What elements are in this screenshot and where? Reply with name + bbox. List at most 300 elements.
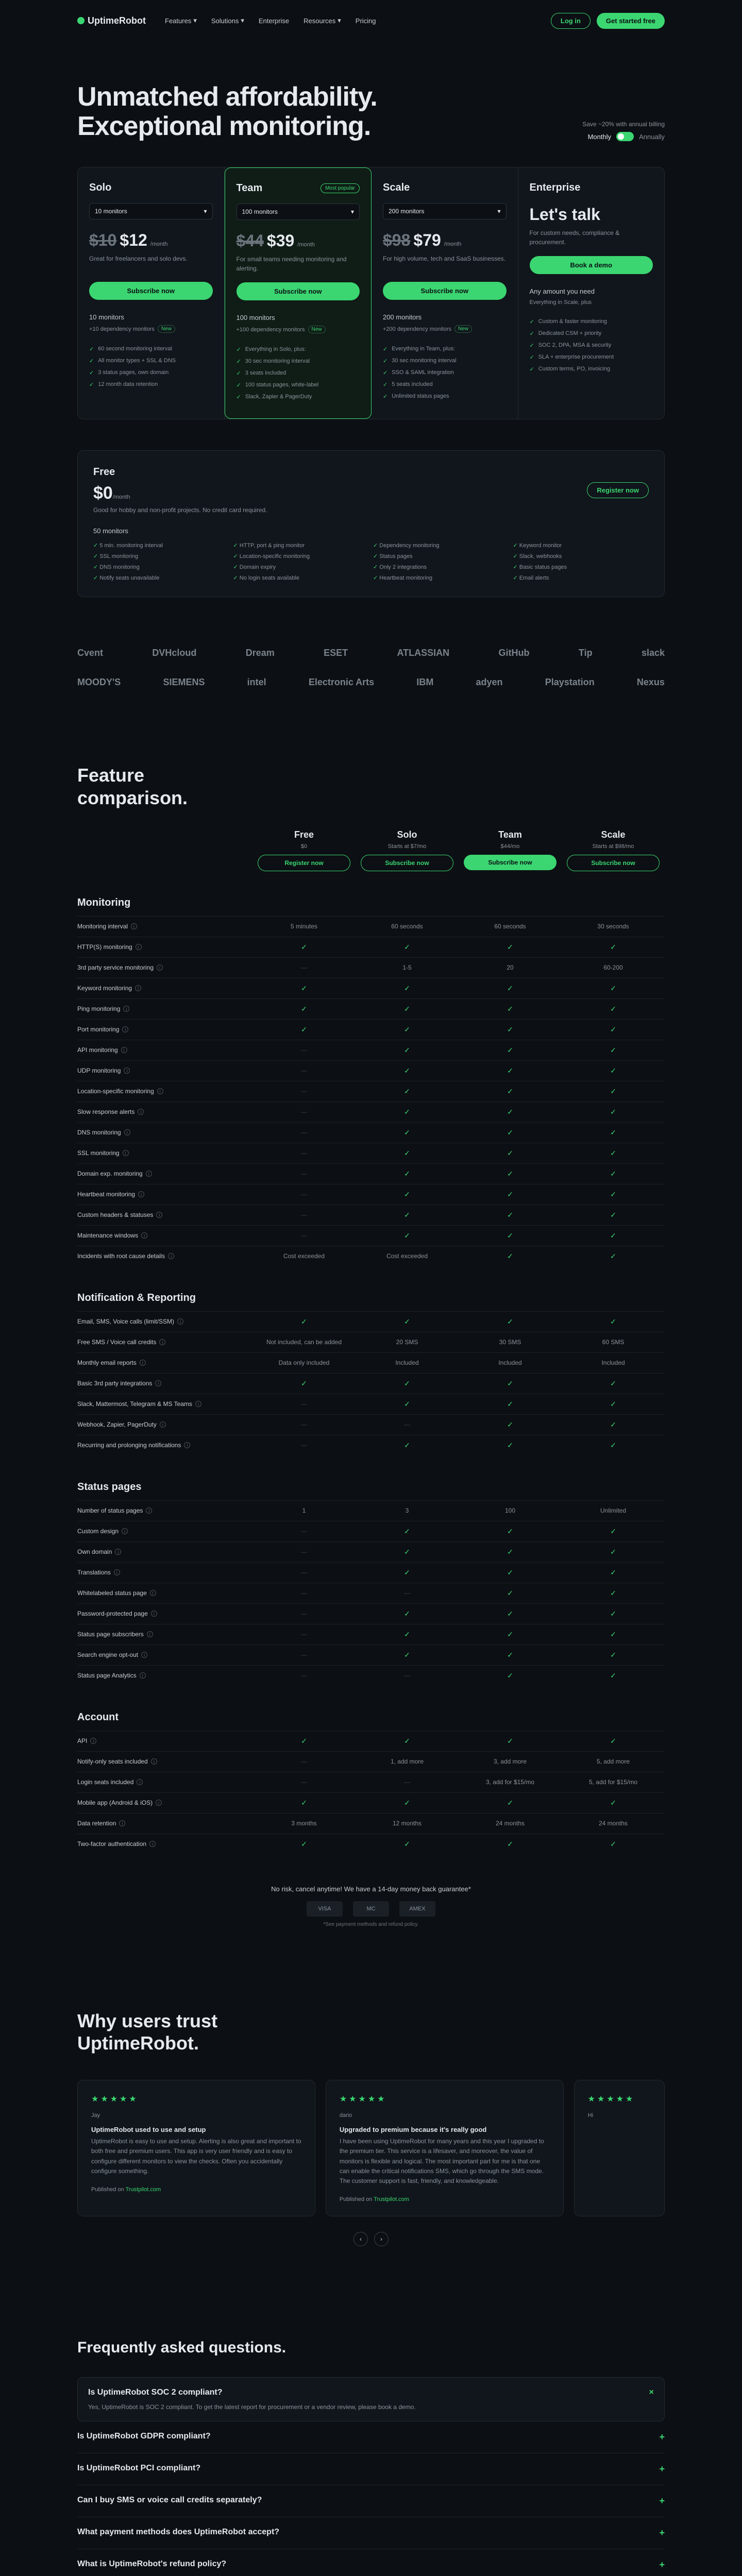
subscribe-button[interactable]: Subscribe now xyxy=(89,282,213,300)
subscribe-button[interactable]: Subscribe now xyxy=(464,855,556,870)
check-icon: ✓ xyxy=(507,1148,513,1157)
comparison-cell: 30 SMS xyxy=(499,1338,521,1346)
star-rating: ★★★★★ xyxy=(91,2095,139,2104)
old-price: $10 xyxy=(89,231,117,250)
comparison-section-title: Monitoring xyxy=(77,896,131,908)
comparison-cell: — xyxy=(301,1548,307,1556)
comparison-cell: Cost exceeded xyxy=(283,1252,325,1260)
check-icon: ✓ xyxy=(301,1025,307,1033)
feature-label: API monitoring i xyxy=(77,1046,252,1054)
chevron-down-icon: ▾ xyxy=(204,208,207,215)
check-icon: ✓ xyxy=(507,1087,513,1095)
comparison-row xyxy=(77,1394,665,1414)
payment-methods xyxy=(77,1901,665,1917)
comparison-row xyxy=(77,1645,665,1665)
info-icon[interactable]: i xyxy=(184,1442,190,1448)
comparison-cell: 5, add for $15/mo xyxy=(588,1778,638,1786)
comparison-cell: 60 SMS xyxy=(602,1338,625,1346)
nav-link-features[interactable]: Features ▾ xyxy=(165,16,197,25)
feature-label: Number of status pages i xyxy=(77,1507,252,1514)
feature-label: Webhook, Zapier, PagerDuty i xyxy=(77,1421,252,1428)
comparison-row xyxy=(77,1101,665,1122)
plan-name: Free xyxy=(93,466,115,478)
check-icon: ✓ xyxy=(507,1736,513,1745)
info-icon[interactable]: i xyxy=(141,1652,147,1658)
old-price: $44 xyxy=(236,231,264,250)
mastercard-icon: MC xyxy=(353,1901,389,1917)
info-icon[interactable]: i xyxy=(115,1549,121,1555)
comparison-cell: — xyxy=(301,1610,307,1618)
payment-note[interactable]: *See payment methods and refund policy. xyxy=(323,1921,419,1927)
check-icon: ✓ xyxy=(610,1440,616,1449)
comparison-row xyxy=(77,1373,665,1394)
comparison-cell: 5, add more xyxy=(596,1758,630,1766)
info-icon[interactable]: i xyxy=(157,964,163,971)
customer-logo: adyen xyxy=(476,677,503,688)
faq-item-open[interactable] xyxy=(77,2377,665,2421)
comparison-cell: Data only included xyxy=(278,1359,330,1367)
plan-card-enterprise xyxy=(518,167,665,419)
comparison-cell: — xyxy=(301,1211,307,1219)
info-icon[interactable]: i xyxy=(121,1047,127,1053)
feature-label: Port monitoring i xyxy=(77,1026,252,1033)
faq-item[interactable]: What is UptimeRobot's refund policy? + xyxy=(77,2549,665,2576)
comparison-row xyxy=(77,1414,665,1435)
plan-card-scale xyxy=(372,167,518,419)
plan-card-team xyxy=(225,167,372,419)
comparison-row xyxy=(77,1813,665,1834)
comparison-header xyxy=(77,829,665,871)
comparison-row xyxy=(77,1332,665,1352)
info-icon[interactable]: i xyxy=(122,1026,128,1032)
check-icon: ✓ xyxy=(610,1671,616,1680)
comparison-cell: — xyxy=(301,1442,307,1449)
new-badge: New xyxy=(454,325,472,333)
comparison-cell: 3, add for $15/mo xyxy=(485,1778,535,1786)
plan-monitors: 10 monitors xyxy=(89,313,124,321)
check-icon: ✓ xyxy=(404,1650,410,1659)
customer-logo: ATLASSIAN xyxy=(397,648,450,658)
check-icon: ✓ xyxy=(610,1568,616,1577)
chevron-down-icon: ▾ xyxy=(193,16,197,24)
check-icon: ✓ xyxy=(507,1839,513,1848)
free-plan-card xyxy=(77,450,665,597)
check-icon: ✓ xyxy=(404,1736,410,1745)
check-icon: ✓ xyxy=(404,984,410,992)
comparison-cell: Unlimited xyxy=(600,1507,626,1515)
comparison-cell: 100 xyxy=(504,1507,516,1515)
free-price: $0 xyxy=(93,483,113,503)
chevron-down-icon: ▾ xyxy=(241,16,244,24)
info-icon[interactable]: i xyxy=(119,1820,125,1826)
check-icon: ✓ xyxy=(404,1317,410,1326)
feature-label: Login seats included i xyxy=(77,1778,252,1786)
compare-col-team: Team $44/mo Subscribe now xyxy=(459,829,562,871)
comparison-cell: — xyxy=(301,1528,307,1535)
nav-link-resources[interactable]: Resources ▾ xyxy=(303,16,341,25)
comparison-cell: Included xyxy=(395,1359,419,1367)
comparison-cell: — xyxy=(301,1129,307,1137)
comparison-row xyxy=(77,1583,665,1603)
info-icon[interactable]: i xyxy=(123,1006,129,1012)
price-period: /month xyxy=(150,241,168,248)
comparison-cell: 5 minutes xyxy=(290,923,318,930)
customer-logo: intel xyxy=(247,677,266,688)
comparison-row xyxy=(77,957,665,978)
check-icon: ✓ xyxy=(507,1588,513,1597)
price-period: /month xyxy=(112,494,130,501)
new-price: $12 xyxy=(120,231,147,250)
feature-label: Status page subscribers i xyxy=(77,1631,252,1638)
nav-link-solutions[interactable]: Solutions ▾ xyxy=(211,16,244,25)
info-icon[interactable]: i xyxy=(195,1401,201,1407)
comparison-row xyxy=(77,1060,665,1081)
info-icon[interactable]: i xyxy=(159,1339,165,1345)
feature-label: Basic 3rd party integrations i xyxy=(77,1380,252,1387)
check-icon: ✓ xyxy=(404,1527,410,1535)
comparison-cell: — xyxy=(301,1569,307,1577)
check-icon: ✓ xyxy=(404,1379,410,1387)
feature-label: Custom headers & statuses i xyxy=(77,1211,252,1218)
check-icon: ✓ xyxy=(610,1148,616,1157)
comparison-cell: Cost exceeded xyxy=(386,1252,428,1260)
customer-logo: slack xyxy=(641,648,665,658)
book-demo-button[interactable]: Book a demo xyxy=(530,256,653,274)
plus-icon: + xyxy=(659,2560,665,2570)
comparison-cell: 3, add more xyxy=(493,1758,527,1766)
review-title: Upgraded to premium because it's really good xyxy=(339,2126,487,2134)
comparison-cell: 60 seconds xyxy=(494,923,526,930)
check-icon: ✓ xyxy=(507,1440,513,1449)
check-icon: ✓ xyxy=(610,1251,616,1260)
subscribe-button[interactable]: Subscribe now xyxy=(361,855,453,871)
info-icon[interactable]: i xyxy=(149,1841,156,1847)
info-icon[interactable]: i xyxy=(123,1150,129,1156)
check-icon: ✓ xyxy=(610,1231,616,1240)
chevron-down-icon: ▾ xyxy=(497,208,501,215)
dependency-monitors: +100 dependency monitors xyxy=(236,326,305,333)
feature-label: Keyword monitoring i xyxy=(77,985,252,992)
monthly-label[interactable]: Monthly xyxy=(587,132,612,141)
plan-description: Great for freelancers and solo devs. xyxy=(89,255,188,263)
info-icon[interactable]: i xyxy=(141,1232,147,1239)
check-icon: ✓ xyxy=(301,984,307,992)
logo-text: UptimeRobot xyxy=(88,15,146,26)
nav-link-enterprise[interactable]: Enterprise xyxy=(258,16,290,25)
comparison-cell: — xyxy=(301,1149,307,1157)
check-icon: ✓ xyxy=(610,1190,616,1198)
monitor-count-select[interactable]: 100 monitors ▾ xyxy=(237,204,360,220)
check-icon: ✓ xyxy=(610,984,616,992)
testimonial-card xyxy=(326,2080,564,2216)
plan-feature: ✓ Everything in Solo, plus: xyxy=(237,344,360,355)
plus-icon: + xyxy=(659,2464,665,2475)
review-body: I have been using UptimeRobot for many years and this year I upgraded to the premium tier. This service is a lifesaver, and moreover, the value of monitors is flexible and logical. The most important part for me is that one can enable the critical notifications SMS, which go through the SMS mode. The customer support is fast, friendly, and knowledgeable. xyxy=(339,2138,544,2184)
faq-item[interactable]: Is UptimeRobot PCI compliant? + xyxy=(77,2453,665,2485)
plan-feature: ✓ Custom & faster monitoring xyxy=(530,316,653,328)
plan-description: For custom needs, compliance & procurement. xyxy=(529,229,620,246)
feature-label: API i xyxy=(77,1737,252,1744)
info-icon[interactable]: i xyxy=(136,944,142,950)
comparison-cell: 12 months xyxy=(392,1820,422,1827)
most-popular-badge: Most popular xyxy=(321,183,360,193)
comparison-row xyxy=(77,1205,665,1225)
feature-label: Own domain i xyxy=(77,1548,252,1555)
subscribe-button[interactable]: Subscribe now xyxy=(383,282,507,300)
comparison-row xyxy=(77,978,665,998)
register-free-button[interactable]: Register now xyxy=(587,482,649,498)
faq-question: Is UptimeRobot SOC 2 compliant? xyxy=(88,2388,223,2397)
check-icon: ✓ xyxy=(507,1317,513,1326)
review-source[interactable]: Published on Trustpilot.com xyxy=(91,2186,161,2193)
comparison-row xyxy=(77,1834,665,1854)
comparison-cell: 24 months xyxy=(495,1820,525,1827)
feature-label: Domain exp. monitoring i xyxy=(77,1170,252,1177)
feature-label: Two-factor authentication i xyxy=(77,1840,252,1848)
check-icon: ✓ xyxy=(610,1379,616,1387)
plan-monitors: Any amount you need xyxy=(529,287,595,296)
feature-label: DNS monitoring i xyxy=(77,1129,252,1136)
info-icon[interactable]: i xyxy=(122,1528,128,1534)
feature-label: Free SMS / Voice call credits i xyxy=(77,1338,252,1346)
info-icon[interactable]: i xyxy=(146,1507,152,1514)
info-icon[interactable]: i xyxy=(168,1253,174,1259)
check-icon: ✓ xyxy=(404,1045,410,1054)
faq-item[interactable]: Is UptimeRobot GDPR compliant? + xyxy=(77,2421,665,2453)
check-icon: ✓ xyxy=(404,1440,410,1449)
info-icon[interactable]: i xyxy=(156,1212,162,1218)
comparison-row xyxy=(77,1624,665,1645)
comparison-row xyxy=(77,1040,665,1060)
review-source[interactable]: Published on Trustpilot.com xyxy=(339,2196,409,2203)
monitor-count-select[interactable]: 10 monitors ▾ xyxy=(89,203,213,219)
check-icon: ✓ xyxy=(404,1087,410,1095)
plan-feature: ✓ 60 second monitoring interval xyxy=(89,343,213,355)
billing-toggle[interactable] xyxy=(616,132,634,141)
price-period: /month xyxy=(297,242,315,248)
check-icon: ✓ xyxy=(404,1399,410,1408)
check-icon: ✓ xyxy=(610,1025,616,1033)
check-icon: ✓ xyxy=(507,1568,513,1577)
check-icon: ✓ xyxy=(507,1231,513,1240)
annually-label[interactable]: Annually xyxy=(639,132,665,141)
check-icon: ✓ xyxy=(610,1107,616,1116)
info-icon[interactable]: i xyxy=(157,1088,163,1094)
nav-link-pricing[interactable]: Pricing xyxy=(355,16,376,25)
comparison-cell: — xyxy=(301,1778,307,1786)
info-icon[interactable]: i xyxy=(137,1779,143,1785)
feature-label: SSL monitoring i xyxy=(77,1149,252,1157)
login-button[interactable]: Log in xyxy=(551,13,591,29)
feature-label: Data retention i xyxy=(77,1820,252,1827)
info-icon[interactable]: i xyxy=(150,1590,156,1596)
plan-feature: ✓ 3 status pages, own domain xyxy=(89,367,213,379)
check-icon: ✓ xyxy=(404,1630,410,1638)
customer-logo: GitHub xyxy=(498,648,530,658)
feature-label: Maintenance windows i xyxy=(77,1232,252,1239)
info-icon[interactable]: i xyxy=(124,1129,130,1136)
info-icon[interactable]: i xyxy=(138,1109,144,1115)
comparison-cell: Included xyxy=(498,1359,522,1367)
comparison-section-title: Status pages xyxy=(77,1481,142,1493)
feature-label: Slow response alerts i xyxy=(77,1108,252,1115)
subscribe-button[interactable]: Subscribe now xyxy=(567,855,660,871)
comparison-row xyxy=(77,1122,665,1143)
chevron-right-icon[interactable]: › xyxy=(374,2232,389,2246)
check-icon: ✓ xyxy=(610,1547,616,1556)
comparison-cell: 1, add more xyxy=(390,1758,424,1766)
check-icon: ✓ xyxy=(507,942,513,951)
comparison-row xyxy=(77,937,665,957)
logo[interactable] xyxy=(77,15,165,26)
free-features xyxy=(93,542,649,581)
customer-logo: MOODY'S xyxy=(77,677,121,688)
pricing-plans xyxy=(0,167,742,697)
check-icon: ✓ xyxy=(507,984,513,992)
info-icon[interactable]: i xyxy=(146,1171,152,1177)
check-icon: ✓ xyxy=(507,1025,513,1033)
check-icon: ✓ xyxy=(610,1169,616,1178)
nav-links xyxy=(165,16,551,25)
subscribe-button[interactable]: Subscribe now xyxy=(237,282,360,300)
check-icon: ✓ xyxy=(404,1190,410,1198)
check-icon: ✓ xyxy=(507,1190,513,1198)
plan-feature: ✓ Email alerts xyxy=(513,574,649,581)
old-price: $98 xyxy=(383,231,411,250)
top-nav xyxy=(0,0,742,41)
plan-feature: ✓ Unlimited status pages xyxy=(383,391,507,402)
customer-logo: Nexus xyxy=(636,677,665,688)
comparison-cell: 20 SMS xyxy=(396,1338,418,1346)
check-icon: ✓ xyxy=(404,1231,410,1240)
check-icon: ✓ xyxy=(507,1066,513,1075)
feature-label: Mobile app (Android & iOS) i xyxy=(77,1799,252,1806)
comparison-row xyxy=(77,1731,665,1751)
comparison-row xyxy=(77,1081,665,1101)
plan-features xyxy=(237,344,360,403)
feature-label: Custom design i xyxy=(77,1528,252,1535)
comparison-row xyxy=(77,1435,665,1455)
comparison-cell: — xyxy=(301,1651,307,1659)
plan-feature: ✓ HTTP, port & ping monitor xyxy=(233,542,369,549)
comparison-cell: — xyxy=(404,1589,410,1597)
plan-feature: ✓ Notify seats unavailable xyxy=(93,574,229,581)
comparison-row xyxy=(77,1143,665,1163)
star-rating: ★★★★★ xyxy=(339,2095,387,2104)
info-icon[interactable]: i xyxy=(90,1738,96,1744)
visa-icon: VISA xyxy=(307,1901,343,1917)
plan-feature: ✓ Slack, webhooks xyxy=(513,553,649,560)
info-icon[interactable]: i xyxy=(151,1758,157,1765)
check-icon: ✓ xyxy=(301,1379,307,1387)
comparison-cell: — xyxy=(301,1191,307,1198)
feature-label: Password-protected page i xyxy=(77,1610,252,1617)
monitor-count-select[interactable]: 200 monitors ▾ xyxy=(383,203,507,219)
info-icon[interactable]: i xyxy=(140,1360,146,1366)
info-icon[interactable]: i xyxy=(147,1631,153,1637)
plan-feature: ✓ Custom terms, PO, invoicing xyxy=(530,363,653,375)
chevron-down-icon: ▾ xyxy=(338,16,341,24)
billing-note: Save ~20% with annual billing xyxy=(582,121,665,128)
comparison-row xyxy=(77,916,665,937)
compare-col-scale: Scale Starts at $98/mo Subscribe now xyxy=(562,829,665,871)
plan-feature: ✓ Dependency monitoring xyxy=(373,542,509,549)
comparison-row xyxy=(77,1163,665,1184)
amex-icon: AMEX xyxy=(399,1901,435,1917)
info-icon[interactable]: i xyxy=(131,923,137,929)
info-icon[interactable]: i xyxy=(124,1067,130,1074)
comparison-cell: — xyxy=(301,1046,307,1054)
plus-icon: + xyxy=(659,2496,665,2506)
info-icon[interactable]: i xyxy=(177,1318,183,1325)
info-icon[interactable]: i xyxy=(156,1800,162,1806)
plus-icon: + xyxy=(659,2528,665,2538)
check-icon: ✓ xyxy=(404,1839,410,1848)
review-body: UptimeRobot is easy to use and setup. Alerting is also great and important to both free and premium users. This app is very user friendly and is easy to configure different monitors to view the checks. Often you accidentally configure something. xyxy=(91,2138,301,2175)
feature-label: Recurring and prolonging notifications i xyxy=(77,1442,252,1449)
feature-label: Search engine opt-out i xyxy=(77,1651,252,1658)
comparison-cell: 3 xyxy=(405,1507,409,1515)
comparison-cell: — xyxy=(301,1400,307,1408)
info-icon[interactable]: i xyxy=(151,1611,157,1617)
info-icon[interactable]: i xyxy=(155,1380,161,1386)
check-icon: ✓ xyxy=(610,1399,616,1408)
comparison-cell: — xyxy=(404,1672,410,1680)
customer-logos xyxy=(77,638,665,697)
check-icon: ✓ xyxy=(507,1128,513,1137)
comparison-cell: — xyxy=(301,964,307,972)
check-icon: ✓ xyxy=(404,1547,410,1556)
comparison-section-title: Notification & Reporting xyxy=(77,1292,196,1303)
compare-col-solo: Solo Starts at $7/mo Subscribe now xyxy=(356,829,459,871)
info-icon[interactable]: i xyxy=(138,1191,144,1197)
faq-item[interactable]: What payment methods does UptimeRobot accept? + xyxy=(77,2517,665,2549)
check-icon: ✓ xyxy=(301,1798,307,1807)
comparison-row xyxy=(77,1225,665,1246)
faq-item[interactable]: Can I buy SMS or voice call credits separately? + xyxy=(77,2485,665,2517)
plan-feature: ✓ SSO & SAML integration xyxy=(383,367,507,379)
money-back-guarantee: No risk, cancel anytime! We have a 14-day money back guarantee* xyxy=(271,1885,471,1893)
check-icon: ✓ xyxy=(610,1736,616,1745)
register-button[interactable]: Get started free xyxy=(597,13,665,29)
customer-logo: IBM xyxy=(416,677,434,688)
check-icon: ✓ xyxy=(610,1087,616,1095)
info-icon[interactable]: i xyxy=(140,1672,146,1679)
info-icon[interactable]: i xyxy=(160,1421,166,1428)
plan-feature: ✓ Domain expiry xyxy=(233,564,369,570)
check-icon: ✓ xyxy=(404,942,410,951)
comparison-cell: — xyxy=(301,1672,307,1680)
info-icon[interactable]: i xyxy=(114,1569,120,1575)
check-icon: ✓ xyxy=(507,1650,513,1659)
check-icon: ✓ xyxy=(610,1798,616,1807)
plan-feature: ✓ Dedicated CSM + priority xyxy=(530,328,653,340)
comparison-row xyxy=(77,1665,665,1686)
testimonial-card-partial xyxy=(574,2080,665,2216)
register-button[interactable]: Register now xyxy=(258,855,350,871)
chevron-left-icon[interactable]: ‹ xyxy=(353,2232,368,2246)
plan-feature: ✓ 30 sec monitoring interval xyxy=(383,355,507,367)
info-icon[interactable]: i xyxy=(135,985,141,991)
check-icon: ✓ xyxy=(610,1317,616,1326)
check-icon: ✓ xyxy=(507,1527,513,1535)
plan-description: For small teams needing monitoring and alerting. xyxy=(236,256,347,273)
comparison-title: Feature comparison. xyxy=(77,765,188,808)
new-price: $39 xyxy=(266,231,295,250)
comparison-row xyxy=(77,1792,665,1813)
comparison-row xyxy=(77,1751,665,1772)
plan-feature: ✓ Basic status pages xyxy=(513,564,649,570)
